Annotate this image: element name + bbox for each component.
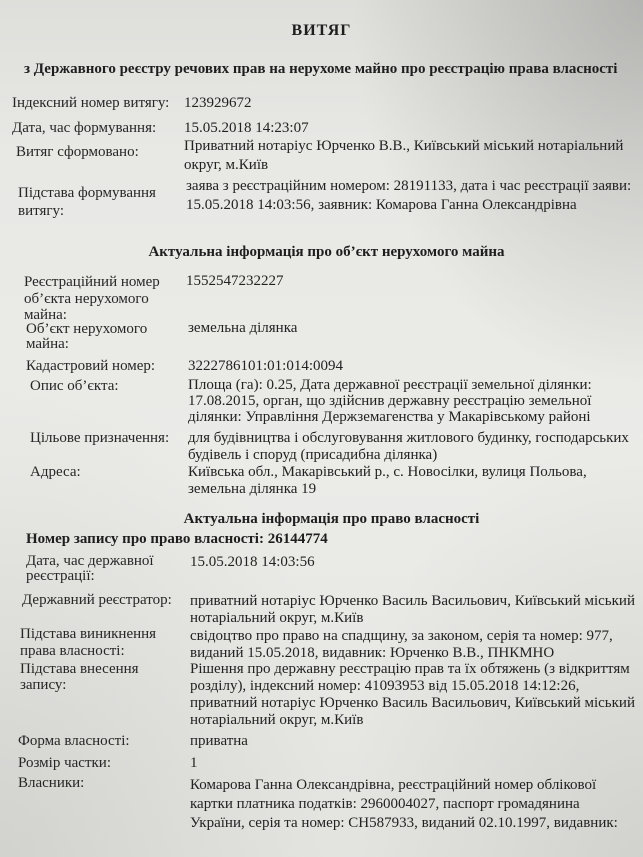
- registration-datetime-value: 15.05.2018 14:03:56: [190, 554, 315, 570]
- share-size-label: Розмір частки:: [18, 755, 111, 771]
- share-size-value: 1: [190, 755, 198, 771]
- object-description-label: Опис об’єкта:: [30, 378, 119, 394]
- address-value: Київська обл., Макарівський р., с. Новосілки, вулиця Польова, земельна ділянка 19: [188, 464, 587, 497]
- cadastral-number-label: Кадастровий номер:: [26, 358, 156, 374]
- ownership-form-value: приватна: [190, 733, 248, 749]
- registration-datetime-label: Дата, час державної реєстрації:: [26, 553, 154, 584]
- ownership-origin-basis-label: Підстава виникнення права власності:: [20, 626, 157, 659]
- cadastral-number-value: 3222786101:01:014:0094: [188, 358, 344, 374]
- state-registrar-value: приватний нотаріус Юрченко Василь Васильович, Київський міський нотаріальний округ, м.Київ: [190, 593, 635, 626]
- formation-datetime-label: Дата, час формування:: [12, 120, 157, 136]
- owners-label: Власники:: [18, 775, 85, 791]
- formation-basis-label: Підстава формування витягу:: [18, 185, 156, 219]
- intended-purpose-label: Цільове призначення:: [30, 430, 170, 446]
- object-section-heading: Актуальна інформація про об’єкт нерухомого майна: [148, 244, 505, 260]
- intended-purpose-value: для будівництва і обслуговування житлового будинку, господарських будівель і споруд (присадибна ділянка): [188, 430, 629, 463]
- ownership-form-label: Форма власності:: [18, 733, 130, 749]
- object-registration-number-label: Реєстраційний номер об’єкта нерухомого майна:: [24, 274, 160, 323]
- ownership-section-heading: Актуальна інформація про право власності: [183, 511, 480, 527]
- state-registrar-label: Державний реєстратор:: [22, 592, 172, 608]
- address-label: Адреса:: [30, 464, 81, 480]
- index-number-label: Індексний номер витягу:: [12, 95, 170, 111]
- object-type-label: Об’єкт нерухомого майна:: [26, 321, 148, 352]
- document-title: ВИТЯГ: [291, 22, 352, 39]
- formed-by-value: Приватний нотаріус Юрченко В.В., Київський міський нотаріальний округ, м.Київ: [184, 138, 624, 173]
- object-type-value: земельна ділянка: [188, 320, 298, 336]
- object-description-value: Площа (га): 0.25, Дата державної реєстрації земельної ділянки: 17.08.2015, орган, що здійснив державну реєстрацію земельної ділянки: Управління Держземагенства у Макарівському районі: [188, 377, 592, 425]
- formation-datetime-value: 15.05.2018 14:23:07: [184, 120, 309, 136]
- object-registration-number-value: 1552547232227: [186, 273, 284, 289]
- index-number-value: 123929672: [184, 95, 252, 111]
- owners-value: Комарова Ганна Олександрівна, реєстраційний номер облікової картки платника податків: 2960004027, паспорт громадянина України, серія та номер: СН587933, виданий 02.10.1997, видавник:: [190, 777, 618, 831]
- formation-basis-value: заява з реєстраційним номером: 28191133, дата і час реєстрації заяви: 15.05.2018 14:03:56, заявник: Комарова Ганна Олександрівна: [186, 178, 632, 213]
- ownership-record-number: 26144774: [267, 531, 328, 547]
- record-entry-basis-value: Рішення про державну реєстрацію прав та їх обтяжень (з відкриттям розділу), індексний номер: 41093953 від 15.05.2018 14:12:26, приватний нотаріус Юрченко Василь Васильович, Київський міський нотаріальний округ, м.Київ: [190, 661, 635, 728]
- ownership-record-line: [26, 531, 641, 548]
- formed-by-label: Витяг сформовано:: [16, 144, 139, 160]
- ownership-origin-basis-value: свідоцтво про право на спадщину, за законом, серія та номер: 977, виданий 15.05.2018, видавник: Юрченко В.В., ПНКМНО: [190, 628, 613, 661]
- document-subtitle: з Державного реєстру речових прав на нерухоме майно про реєстрацію права власності: [24, 61, 618, 77]
- ownership-record-label: Номер запису про право власності:: [26, 531, 264, 547]
- record-entry-basis-label: Підстава внесення запису:: [20, 661, 139, 693]
